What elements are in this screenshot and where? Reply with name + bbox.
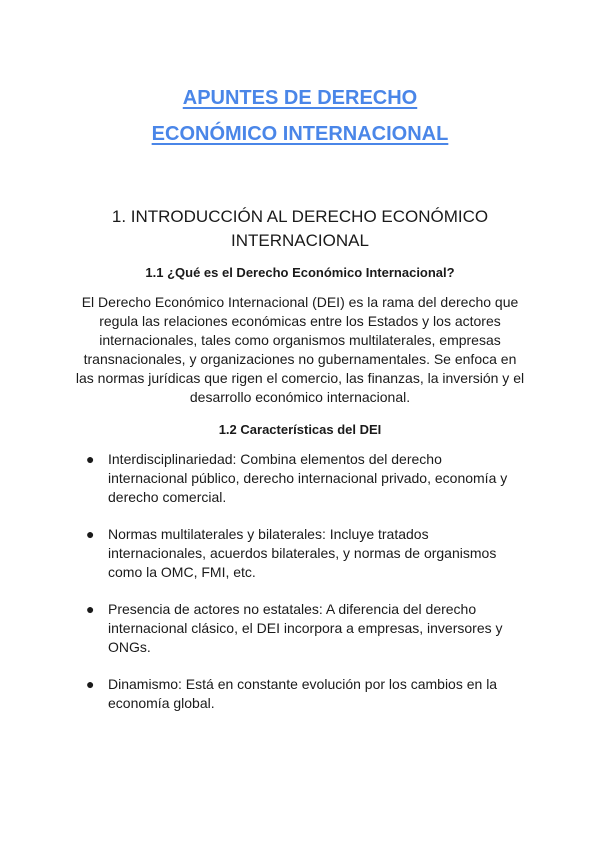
paragraph-line: El Derecho Económico Internacional (DEI) es la rama del derecho que [81,294,519,310]
list-item-line: Normas multilaterales y bilaterales: Incluye tratados [108,526,429,542]
section-heading-line: 1. INTRODUCCIÓN AL DERECHO ECONÓMICO [111,207,489,226]
list-item-line: ONGs. [108,639,151,655]
list-item-line: internacionales, acuerdos bilaterales, y normas de organismos [108,545,497,561]
list-item-line: como la OMC, FMI, etc. [108,564,256,580]
list-item-line: derecho comercial. [108,489,227,505]
list-item [86,525,546,582]
list-item [86,675,546,713]
paragraph-line: las normas jurídicas que rigen el comercio, las finanzas, la inversión y el [75,370,525,386]
bullet-icon: ● [86,526,95,542]
list-item-line: internacional público, derecho internacional privado, economía y [108,470,508,486]
section-heading-line: INTERNACIONAL [231,231,369,250]
list-item-line: internacional clásico, el DEI incorpora a empresas, inversores y [108,620,503,636]
paragraph-line: internacionales, tales como organismos multilaterales, empresas [99,332,501,348]
list-item-line: Dinamismo: Está en constante evolución por los cambios en la [108,676,498,692]
list-item-line: economía global. [108,695,215,711]
list-item-line: Presencia de actores no estatales: A diferencia del derecho [108,601,477,617]
bullet-icon: ● [86,601,95,617]
list-item-line: Interdisciplinariedad: Combina elementos del derecho [108,451,442,467]
document-title-line-2[interactable]: ECONÓMICO INTERNACIONAL [151,123,449,145]
list-item [86,600,546,657]
characteristics-list [86,450,546,731]
list-item [86,450,546,507]
bullet-icon: ● [86,451,95,467]
paragraph-line: transnacionales, y organizaciones no gubernamentales. Se enfoca en [83,351,517,367]
bullet-icon: ● [86,676,95,692]
definition-paragraph [40,293,560,407]
paragraph-line: desarrollo económico internacional. [189,389,411,405]
document-title-line-1[interactable]: APUNTES DE DERECHO [182,87,418,109]
subsection-heading-1-2: 1.2 Características del DEI [218,422,382,437]
section-heading [0,205,600,253]
subsection-heading-1-1: 1.1 ¿Qué es el Derecho Económico Internacional? [145,265,455,280]
paragraph-line: regula las relaciones económicas entre los Estados y los actores [99,313,501,329]
